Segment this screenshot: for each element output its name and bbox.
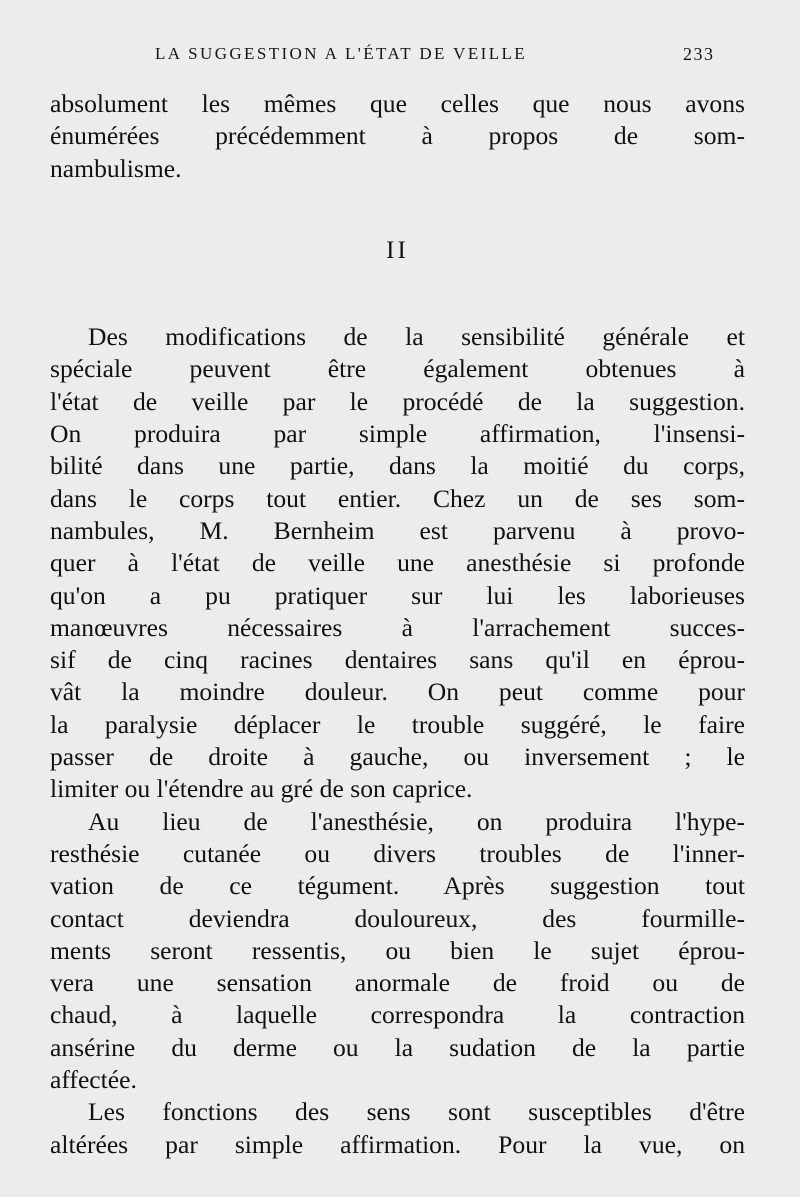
running-title: LA SUGGESTION A L'ÉTAT DE VEILLE [155,44,528,63]
text-line: On produira par simple affirmation, l'insensi- [50,419,745,449]
text-line: énumérées précédemment à propos de som- [50,121,745,151]
paragraph-continuation [50,88,745,185]
text-line: manœuvres nécessaires à l'arrachement succes- [50,612,745,642]
running-head [0,44,800,74]
section-number: II [386,236,409,264]
text-line: spéciale peuvent être également obtenues à [50,354,745,384]
text-line: Au lieu de l'anesthésie, on produira l'hype- [88,806,745,836]
text-line: la paralysie déplacer le trouble suggéré, le faire [50,709,745,739]
text-line: altérées par simple affirmation. Pour la vue, on [50,1129,745,1159]
text-line: bilité dans une partie, dans la moitié du corps, [50,451,745,481]
page-number: 233 [683,44,715,64]
text-line: l'état de veille par le procédé de la suggestion. [50,386,745,416]
text-line: Les fonctions des sens sont susceptibles d'être [88,1097,745,1127]
text-line: chaud, à laquelle correspondra la contraction [50,1000,745,1030]
text-line: contact deviendra douloureux, des fourmille- [50,903,745,933]
text-line: affectée. [50,1065,137,1095]
text-line: nambules, M. Bernheim est parvenu à provo- [50,515,745,545]
text-line: vera une sensation anormale de froid ou de [50,968,745,998]
text-line: ments seront ressentis, ou bien le sujet éprou- [50,935,745,965]
text-line: ansérine du derme ou la sudation de la partie [50,1032,745,1062]
text-line: vât la moindre douleur. On peut comme pour [50,677,745,707]
paragraph-hyperesthesia [50,806,745,1097]
text-line: quer à l'état de veille une anesthésie si profonde [50,548,745,578]
paragraph-senses [50,1096,745,1161]
text-line: nambulisme. [50,153,182,183]
text-line: sif de cinq racines dentaires sans qu'il en éprou- [50,645,745,675]
text-line: dans le corps tout entier. Chez un de ses som- [50,483,745,513]
body-text [50,88,745,1161]
text-line: limiter ou l'étendre au gré de son caprice. [50,774,473,804]
paragraph-sensibility [50,321,745,805]
text-line: qu'on a pu pratiquer sur lui les laborieuses [50,580,745,610]
text-line: passer de droite à gauche, ou inversement ; le [50,742,745,772]
text-line: resthésie cutanée ou divers troubles de l'inner- [50,838,745,868]
text-line: absolument les mêmes que celles que nous avons [50,89,745,118]
text-line: Des modifications de la sensibilité générale et [88,322,745,352]
text-line: vation de ce tégument. Après suggestion tout [50,871,745,901]
